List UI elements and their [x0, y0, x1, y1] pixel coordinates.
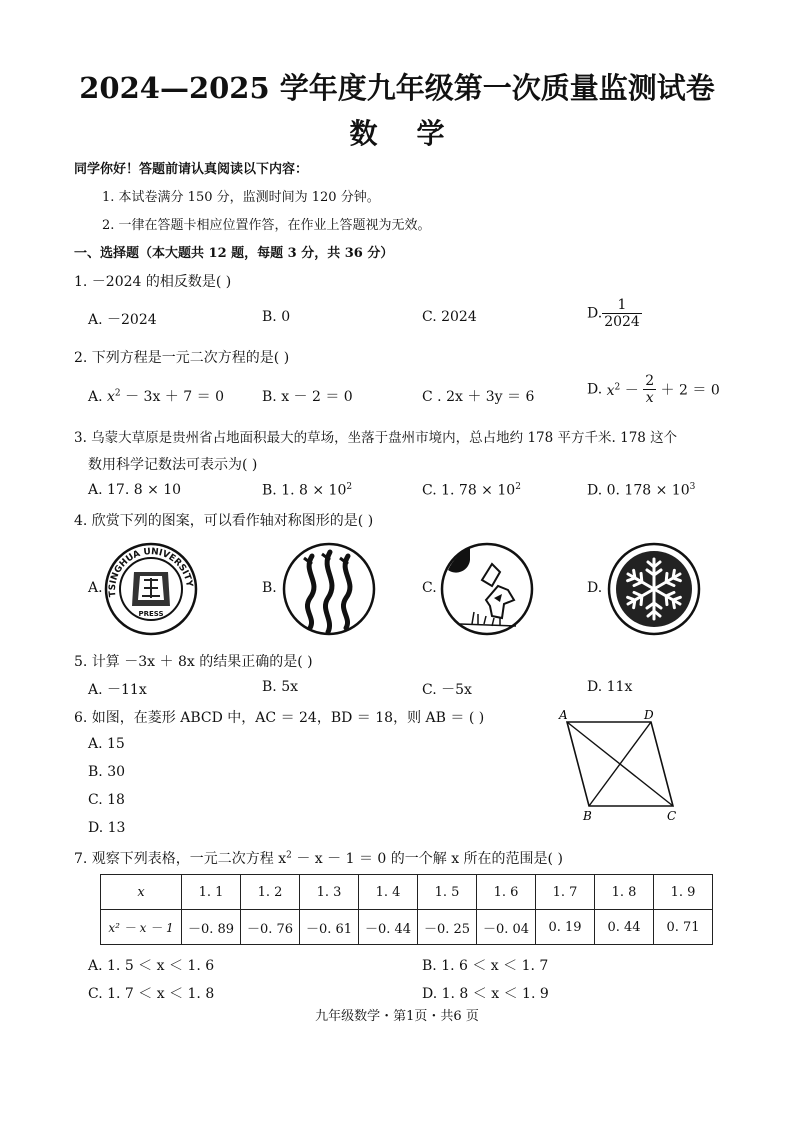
table-cell: －0. 44	[359, 910, 418, 945]
seal-ring-text: TSINGHUA UNIVERSITY	[107, 547, 194, 598]
q2-option-c: C . 2x ＋ 3y ＝ 6	[422, 389, 535, 405]
table-cell: 0. 19	[536, 910, 595, 945]
notice-item-1: 1. 本试卷满分 150 分，监测时间为 120 分钟。	[102, 190, 380, 205]
table-cell: 1. 4	[359, 875, 418, 910]
q6-rhombus-figure	[555, 706, 695, 824]
q2-option-b: B. x － 2 ＝ 0	[262, 389, 353, 405]
q6-stem: 6. 如图，在菱形 ABCD 中，AC ＝ 24，BD ＝ 18，则 AB ＝ ( )	[74, 710, 485, 726]
q7-option-b: B. 1. 6 ＜ x ＜ 1. 7	[422, 958, 549, 974]
q6-option-c: C. 18	[88, 792, 125, 808]
q7-option-a: A. 1. 5 ＜ x ＜ 1. 6	[88, 958, 215, 974]
table-cell: 1. 7	[536, 875, 595, 910]
q4-option-a: A.	[88, 580, 103, 596]
q5-option-a: A. －11x	[88, 682, 147, 698]
q5-option-b: B. 5x	[262, 679, 298, 695]
q6-option-d: D. 13	[88, 820, 126, 836]
table-cell: 1. 8	[595, 875, 654, 910]
table-cell: 0. 44	[595, 910, 654, 945]
page-title: 2024—2025 学年度九年级第一次质量监测试卷	[79, 71, 715, 105]
q3-option-a: A. 17. 8 × 10	[88, 482, 182, 498]
q1-stem: 1. －2024 的相反数是( )	[74, 274, 232, 290]
vertex-label-c: C	[667, 809, 677, 823]
q1-option-a: A. －2024	[88, 312, 157, 328]
q3-option-d: D. 0. $178 \times 10^3$	[587, 482, 696, 499]
q1-option-d: D. $\frac{1}{2024}$	[587, 297, 640, 330]
q7-value-table	[100, 874, 713, 945]
vertex-label-b: B	[583, 809, 592, 823]
seal-press-text: PRESS	[138, 610, 164, 618]
q3-option-b: B. 1. $8 \times 10^2$	[262, 482, 353, 499]
q4-figure-c-scene	[440, 542, 534, 636]
table-cell: －0. 04	[477, 910, 536, 945]
q4-option-d: D.	[587, 580, 603, 596]
q5-option-d: D. 11x	[587, 679, 633, 695]
q4-figure-a-seal	[104, 542, 198, 636]
table-cell: 1. 2	[241, 875, 300, 910]
q3-stem-line1: 3. 乌蒙大草原是贵州省占地面积最大的草场，坐落于盘州市境内，总占地约 178 平方千米. 178 这个	[74, 430, 678, 446]
q2-option-a: A. $x^2 - 3x + 7 = 0$	[88, 388, 224, 405]
table-cell: 1. 5	[418, 875, 477, 910]
q4-figure-b-waves	[282, 542, 376, 636]
table-cell: 1. 9	[654, 875, 713, 910]
table-cell: －0. 76	[241, 910, 300, 945]
notice-heading: 同学你好！答题前请认真阅读以下内容：	[74, 162, 309, 177]
table-cell: 0. 71	[654, 910, 713, 945]
table-cell: 1. 3	[300, 875, 359, 910]
page-footer: 九年级数学・第1页・共6 页	[315, 1009, 479, 1024]
notice-item-2: 2. 一律在答题卡相应位置作答，在作业上答题视为无效。	[102, 218, 431, 233]
table-row-header: x	[101, 875, 182, 910]
q6-option-b: B. 30	[88, 764, 126, 780]
table-cell: －0. 89	[182, 910, 241, 945]
q2-stem: 2. 下列方程是一元二次方程的是( )	[74, 350, 290, 366]
q4-stem: 4. 欣赏下列的图案，可以看作轴对称图形的是( )	[74, 513, 374, 529]
q7-option-c: C. 1. 7 ＜ x ＜ 1. 8	[88, 986, 215, 1002]
q1-option-b: B. 0	[262, 309, 291, 325]
section-heading: 一、选择题（本大题共 12 题，每题 3 分，共 36 分）	[74, 246, 394, 261]
q7-option-d: D. 1. 8 ＜ x ＜ 1. 9	[422, 986, 549, 1002]
q1-option-c: C. 2024	[422, 309, 477, 325]
table-cell: －0. 61	[300, 910, 359, 945]
q4-option-c: C.	[422, 580, 437, 596]
table-cell: 1. 6	[477, 875, 536, 910]
table-row	[101, 875, 713, 910]
q4-figure-d-snowflake	[607, 542, 701, 636]
q6-option-a: A. 15	[88, 736, 125, 752]
table-row	[101, 910, 713, 945]
q3-stem-line2: 数用科学记数法可表示为( )	[88, 457, 258, 473]
vertex-label-a: A	[559, 708, 568, 722]
vertex-label-d: D	[644, 708, 654, 722]
q7-stem: 7. 观察下列表格，一元二次方程 $x^2 - x - 1 = 0$ 的一个解 x 所在的范围是( )	[74, 850, 563, 867]
table-cell: 1. 1	[182, 875, 241, 910]
q5-option-c: C. －5x	[422, 682, 472, 698]
q4-option-b: B.	[262, 580, 277, 596]
subject-title: 数 学	[349, 117, 445, 150]
q2-option-d: D. $x^2$ － $\frac{2}{x}$ ＋ 2 ＝ 0	[587, 373, 720, 406]
q5-stem: 5. 计算 －3x ＋ 8x 的结果正确的是( )	[74, 654, 313, 670]
table-row-header: x² － x － 1	[101, 910, 182, 945]
table-cell: －0. 25	[418, 910, 477, 945]
q3-option-c: C. 1. $78 \times 10^2$	[422, 482, 521, 499]
